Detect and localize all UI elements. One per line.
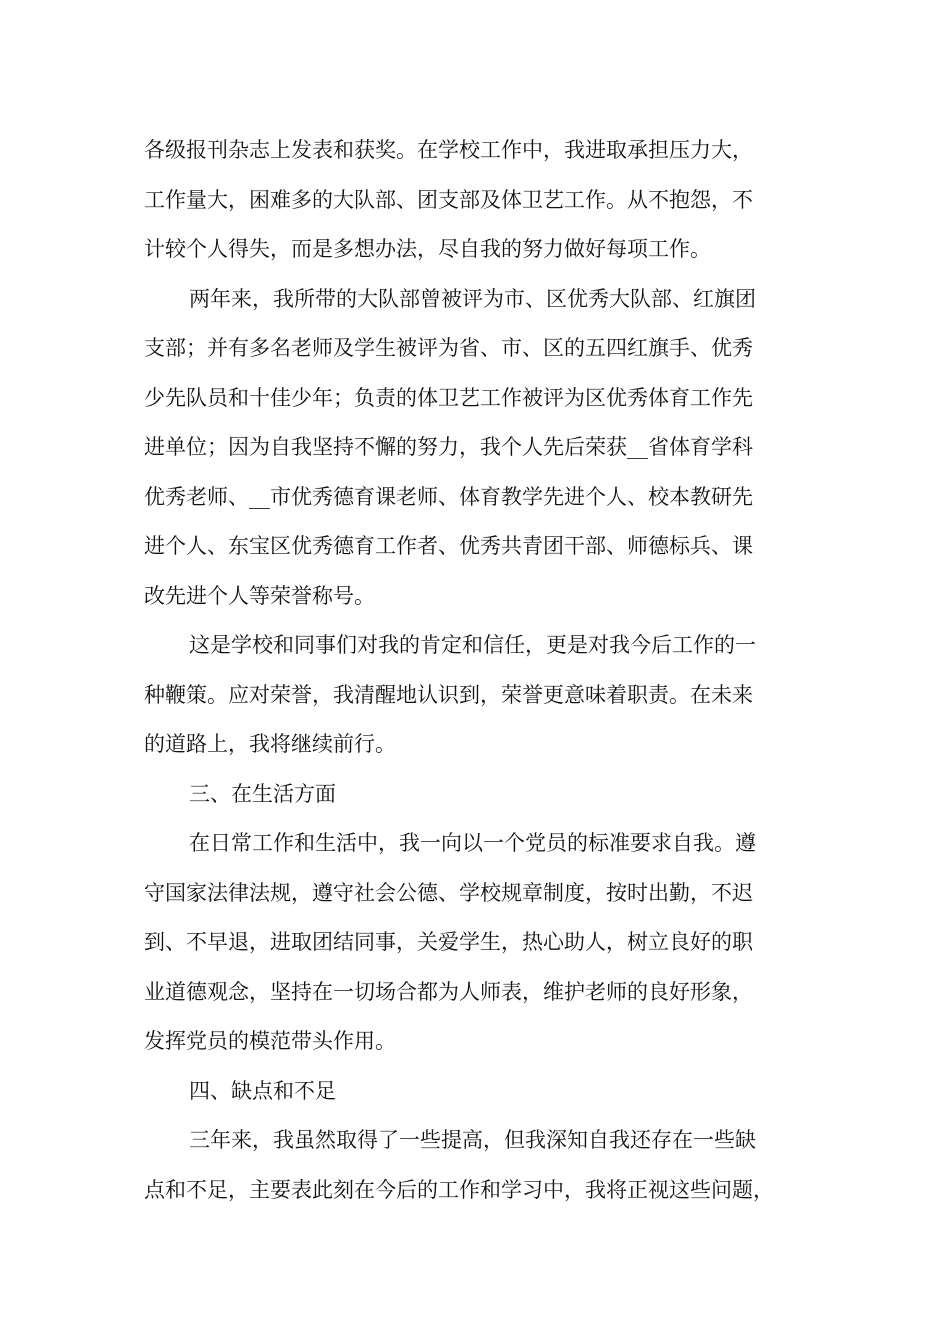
text-line: 进单位；因为自我坚持不懈的努力，我个人先后荣获__省体育学科 bbox=[144, 435, 753, 459]
text-line: 点和不足，主要表此刻在今后的工作和学习中，我将正视这些问题， bbox=[144, 1177, 774, 1202]
text-line: 优秀老师、__市优秀德育课老师、体育教学先进个人、校本教研先 bbox=[144, 484, 753, 509]
text-line: 的道路上，我将继续前行。 bbox=[144, 732, 396, 756]
text-line: 守国家法律法规，遵守社会公德、学校规章制度，按时出勤，不迟 bbox=[144, 880, 753, 905]
text-line: 在日常工作和生活中，我一向以一个党员的标准要求自我。遵 bbox=[189, 831, 756, 855]
paragraph-shortcomings bbox=[144, 1116, 824, 1215]
paragraph-continued bbox=[144, 126, 824, 275]
text-line: 支部；并有多名老师及学生被评为省、市、区的五四红旗手、优秀 bbox=[144, 336, 753, 360]
text-line: 各级报刊杂志上发表和获奖。在学校工作中，我进取承担压力大， bbox=[144, 138, 753, 162]
text-line: 业道德观念，坚持在一切场合都为人师表，维护老师的良好形象， bbox=[144, 979, 753, 1004]
paragraph-reflection bbox=[144, 621, 824, 770]
section-heading-life bbox=[144, 770, 824, 820]
text-line: 发挥党员的模范带头作用。 bbox=[144, 1029, 396, 1053]
text-line: 两年来，我所带的大队部曾被评为市、区优秀大队部、红旗团 bbox=[189, 286, 756, 311]
heading-line: 三、在生活方面 bbox=[189, 781, 336, 806]
paragraph-honors bbox=[144, 275, 824, 622]
text-line: 三年来，我虽然取得了一些提高，但我深知自我还存在一些缺 bbox=[189, 1128, 756, 1152]
text-line: 改先进个人等荣誉称号。 bbox=[144, 583, 375, 608]
text-line: 少先队员和十佳少年；负责的体卫艺工作被评为区优秀体育工作先 bbox=[144, 385, 753, 410]
text-line: 到、不早退，进取团结同事，关爱学生，热心助人，树立良好的职 bbox=[144, 930, 753, 954]
text-line: 这是学校和同事们对我的肯定和信任，更是对我今后工作的一 bbox=[189, 633, 756, 657]
text-line: 计较个人得失，而是多想办法，尽自我的努力做好每项工作。 bbox=[144, 237, 711, 261]
text-line: 种鞭策。应对荣誉，我清醒地认识到，荣誉更意味着职责。在未来 bbox=[144, 682, 753, 707]
text-line: 工作量大，困难多的大队部、团支部及体卫艺工作。从不抱怨，不 bbox=[144, 187, 753, 212]
heading-line: 四、缺点和不足 bbox=[189, 1078, 336, 1103]
text-line: 进个人、东宝区优秀德育工作者、优秀共青团干部、师德标兵、课 bbox=[144, 534, 753, 558]
section-heading-shortcomings bbox=[144, 1067, 824, 1117]
paragraph-life bbox=[144, 819, 824, 1067]
document-body bbox=[144, 126, 824, 1215]
